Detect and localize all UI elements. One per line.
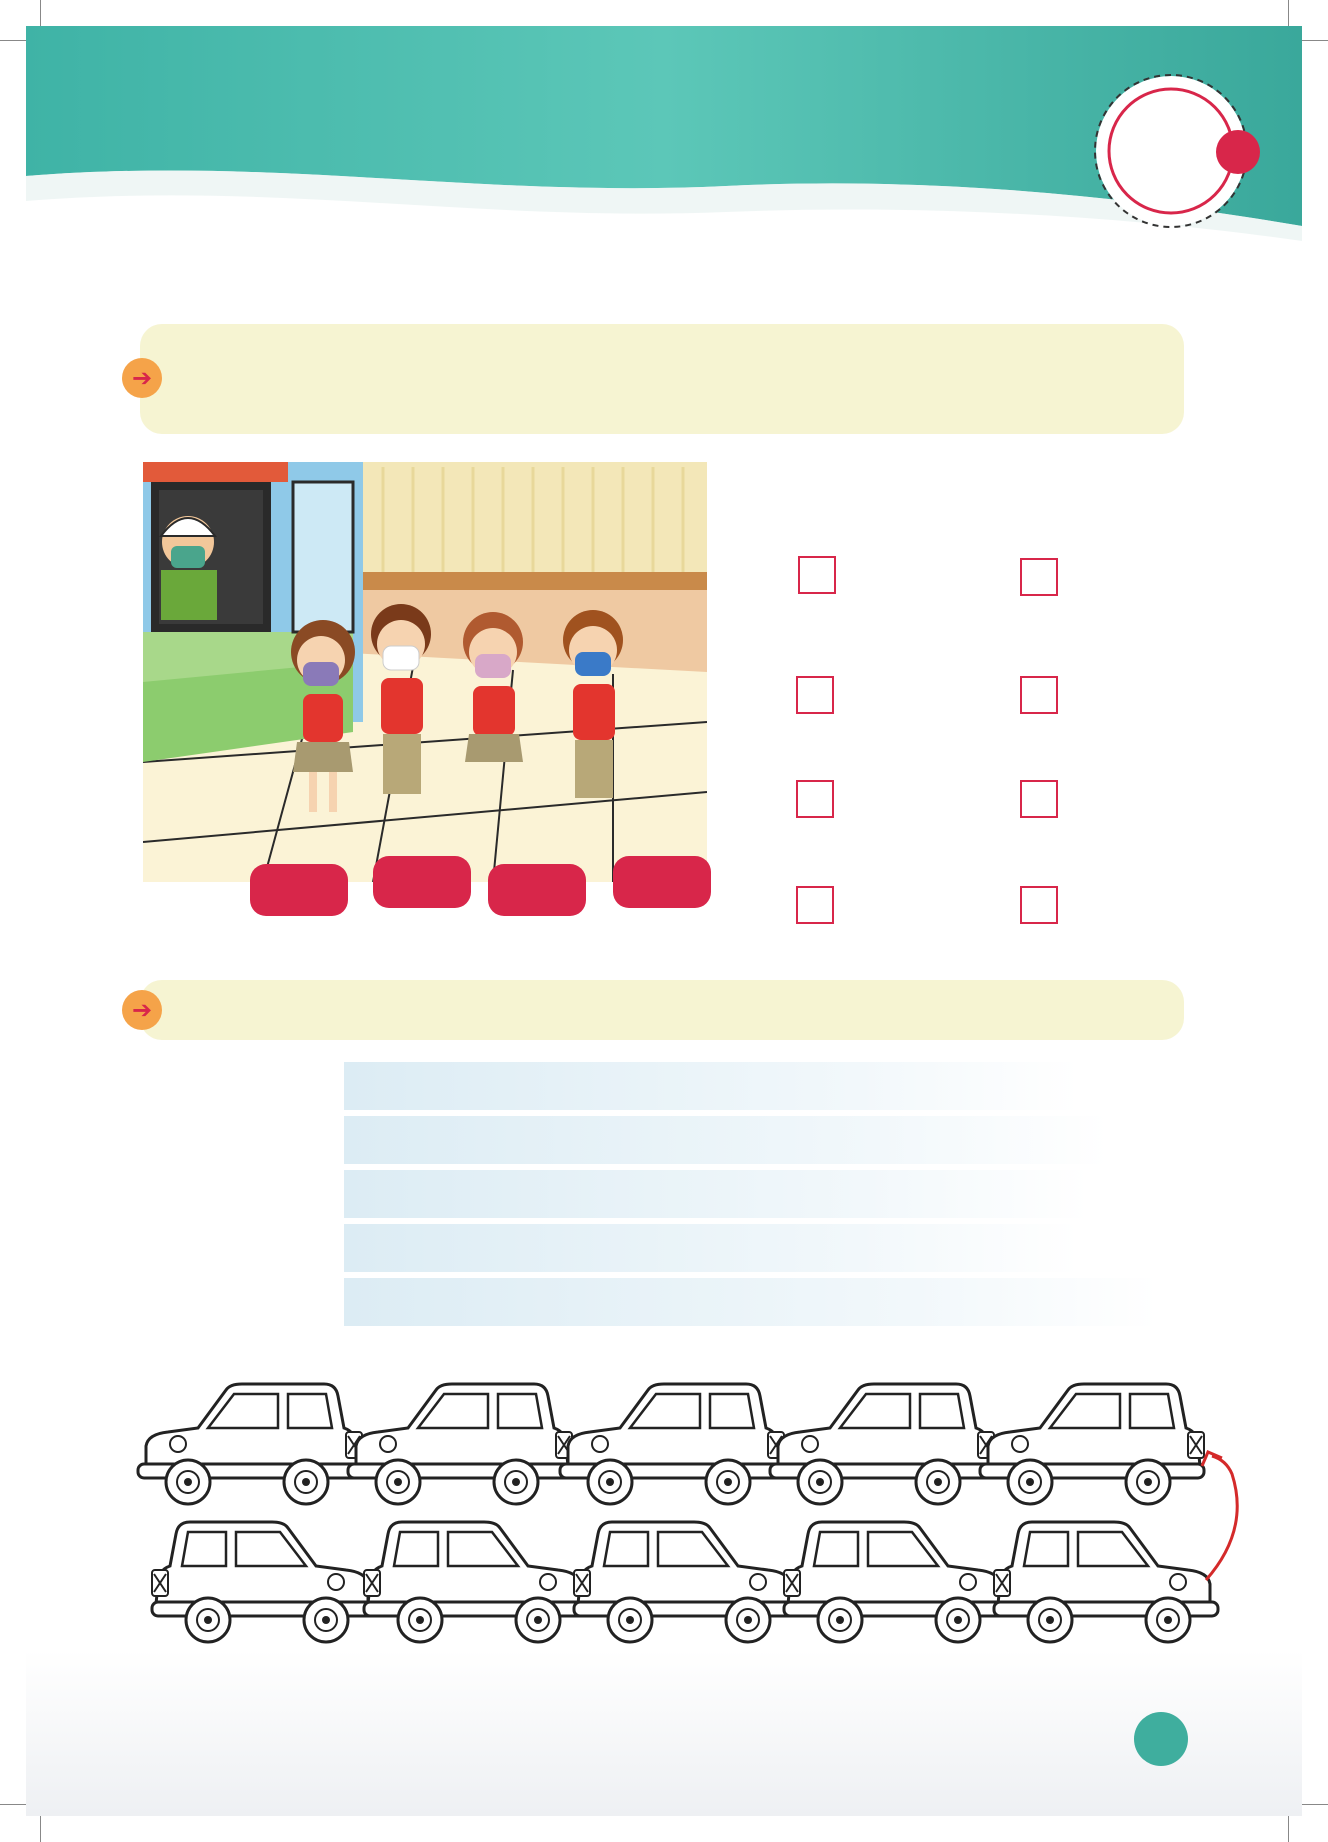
car-top-3 (560, 1384, 784, 1504)
check-top-4 (880, 1314, 966, 1357)
arrow-icon: ➔ (122, 990, 162, 1030)
car-top-4 (770, 1384, 994, 1504)
arrow-icon: ➔ (122, 358, 162, 398)
check-top-5 (1106, 1302, 1202, 1333)
car-bottom-2 (364, 1522, 588, 1642)
car-top-2 (348, 1384, 572, 1504)
car-top-5 (980, 1384, 1204, 1504)
car-bottom-1 (152, 1522, 376, 1642)
car-top-1 (138, 1384, 362, 1504)
car-bottom-5 (994, 1522, 1218, 1642)
check-top-2 (456, 1344, 570, 1371)
check-top-3 (640, 1332, 722, 1368)
check-top-1 (236, 1306, 326, 1350)
footer-shade (26, 1650, 1302, 1816)
car-bottom-4 (784, 1522, 1008, 1642)
page-number (1134, 1712, 1188, 1766)
car-bottom-3 (574, 1522, 798, 1642)
